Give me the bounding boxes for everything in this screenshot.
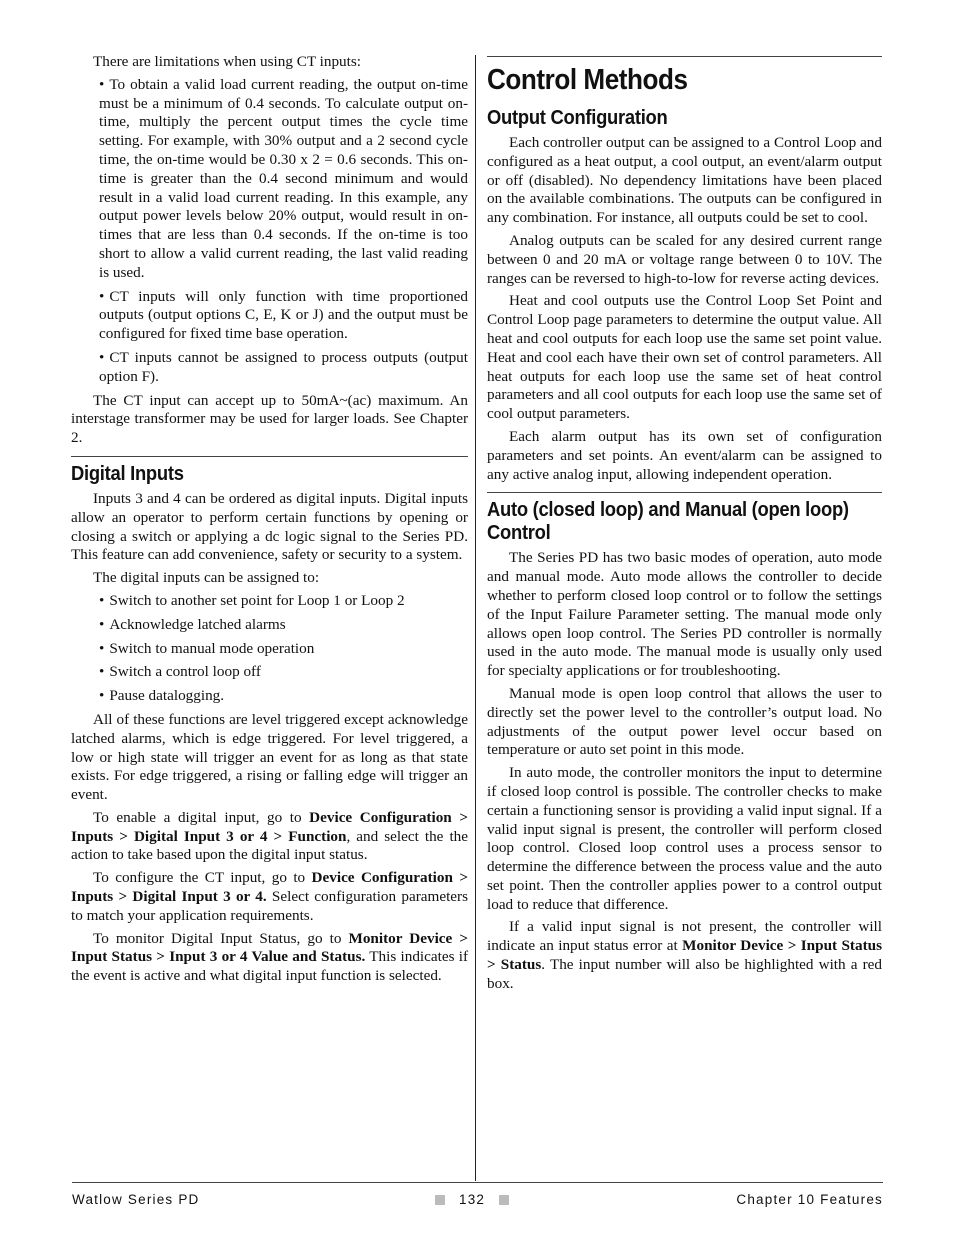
section-divider — [487, 56, 882, 57]
menu-path: Device Configuration > Inputs > Digital Input 3 or 4 > Function — [71, 808, 468, 845]
paragraph: Manual mode is open loop control that allows the user to directly set the power level to the controller’s output load. No adjustments of the output power level occur based on temperature or auto set point in this mode. — [487, 684, 882, 759]
ct-capacity-paragraph: The CT input can accept up to 50mA~(ac) maximum. An interstage transformer may be used for larger loads. See Chapter 2. — [71, 391, 468, 447]
paragraph: To monitor Digital Input Status, go to Monitor Device > Input Status > Input 3 or 4 Value and Status. This indicates if the event is active and what digital input function is selected. — [71, 929, 469, 985]
column-divider — [475, 55, 476, 1181]
bullet-icon: • — [99, 687, 105, 705]
paragraph: Heat and cool outputs use the Control Loop Set Point and Control Loop page parameters to determine the output value. All heat and cool outputs for each loop use the same set point value. Heat and cool each have their own set of control parameters. All heat outputs for each loop use the same set of heat control parameters and all cool outputs for each loop use the same set of cool output parameters. — [487, 292, 882, 423]
list-item: • Switch to manual mode operation — [99, 639, 315, 657]
digital-inputs-heading: Digital Inputs — [71, 462, 184, 485]
page-number: 132 — [459, 1192, 486, 1207]
paragraph: All of these functions are level triggered except acknowledge latched alarms, which is edge triggered. For level triggered, a low or high state will trigger an event for as long as that state exists. For edge triggered, a rising or falling edge will trigger an event. — [71, 710, 468, 804]
page-title: Control Methods — [487, 64, 688, 96]
menu-path: Monitor Device > Input Status > Status — [487, 937, 882, 974]
paragraph: In auto mode, the controller monitors the input to determine if closed loop control is possible. The controller checks to make certain a functioning sensor is providing a valid input signal. If a valid input signal is present, the controller will perform closed loop control. Closed loop control uses a process sensor to determine the difference between the process value and the auto set point. Then the controller applies power to a control output load to reduce that difference. — [487, 764, 882, 913]
auto-manual-heading: Auto (closed loop) and Manual (open loop) Control — [487, 499, 849, 545]
left-column — [71, 53, 468, 990]
paragraph: Each alarm output has its own set of configuration parameters and set points. An event/alarm can be assigned to any active analog input, allowing independent operation. — [487, 427, 882, 483]
menu-path: Monitor Device > Input Status > Input 3 or 4 Value and Status. — [71, 929, 468, 966]
list-item: • To obtain a valid load current reading, the output on-time must be a minimum of 0.4 seconds. To calculate output on-time, multiply the percent output times the cycle time setting. For example, with 30% output and a 2 second cycle time, the on-time would be 0.30 x 2 = 0.6 seconds. This on-time is greater than the 0.4 second minimum and would result in a valid load current reading. In this example, any output power levels below 20% output, would result in on-times that are less than 0.4 seconds. If the on-time is too short to allow a valid current reading, the last valid reading is used. — [99, 75, 468, 281]
section-divider — [71, 456, 468, 457]
paragraph: If a valid input signal is not present, the controller will indicate an input status error at Monitor Device > Input Status > Status. The input number will also be highlighted with a red box. — [487, 918, 882, 992]
output-configuration-heading: Output Configuration — [487, 107, 668, 129]
list-item: • Pause datalogging. — [99, 687, 225, 705]
bullet-icon: • — [99, 591, 105, 609]
section-divider — [487, 492, 882, 493]
page-number-block — [435, 1192, 509, 1207]
paragraph: To configure the CT input, go to Device Configuration > Inputs > Digital Input 3 or 4. Select configuration parameters to match your application requirements. — [71, 869, 468, 924]
menu-path: Device Configuration > Inputs > Digital Input 3 or 4. — [71, 869, 468, 906]
right-column — [487, 56, 882, 998]
ct-limitations-list — [71, 76, 468, 387]
paragraph: To enable a digital input, go to Device Configuration > Inputs > Digital Input 3 or 4 > Function, and select the the action to take based upon the digital input status. — [71, 808, 468, 864]
bullet-icon: • — [99, 287, 105, 305]
bullet-icon: • — [99, 615, 105, 633]
footer-chapter: Chapter 10 Features — [736, 1192, 883, 1207]
bullet-icon: • — [99, 75, 105, 93]
paragraph: Inputs 3 and 4 can be ordered as digital inputs. Digital inputs allow an operator to perform certain functions by opening or closing a switch or applying a dc logic signal to the Series PD. This feature can add convenience, safety or security to a system. — [71, 489, 468, 564]
bullet-icon: • — [99, 639, 105, 657]
paragraph: The digital inputs can be assigned to: — [93, 569, 320, 587]
list-item: • CT inputs cannot be assigned to process outputs (output option F). — [99, 348, 468, 385]
bullet-icon: • — [99, 348, 105, 366]
page-footer — [72, 1182, 883, 1207]
paragraph: Analog outputs can be scaled for any desired current range between 0 and 20 mA or voltage range between 0 to 10V. The ranges can be reversed to high-to-low for reverse acting devices. — [487, 231, 882, 287]
list-item: • Switch a control loop off — [99, 663, 261, 681]
bullet-icon: • — [99, 663, 105, 681]
square-icon — [435, 1195, 445, 1205]
paragraph: The Series PD has two basic modes of operation, auto mode and manual mode. Auto mode allows the controller to decide whether to perform closed loop control or to follow the settings of the Input Failure Parameter setting. The manual mode only allows open loop control. The Series PD controller is normally used in the auto mode. The manual mode is usually only used for specialty applications or for troubleshooting. — [487, 549, 882, 680]
paragraph: Each controller output can be assigned to a Control Loop and configured as a heat output, a cool output, an event/alarm output or off (disabled). No dependency limitations have been placed on the available combinations. The outputs can be configured in any combination. For instance, all outputs could be set to cool. — [487, 134, 882, 227]
digital-assignments-list — [71, 592, 468, 706]
list-item: • Switch to another set point for Loop 1 or Loop 2 — [99, 591, 405, 609]
square-icon — [499, 1195, 509, 1205]
list-item: • Acknowledge latched alarms — [99, 615, 286, 633]
footer-product: Watlow Series PD — [72, 1192, 200, 1207]
ct-intro: There are limitations when using CT inputs: — [93, 53, 361, 70]
list-item: • CT inputs will only function with time proportioned outputs (output options C, E, K or J) and the output must be configured for fixed time base operation. — [99, 287, 468, 343]
